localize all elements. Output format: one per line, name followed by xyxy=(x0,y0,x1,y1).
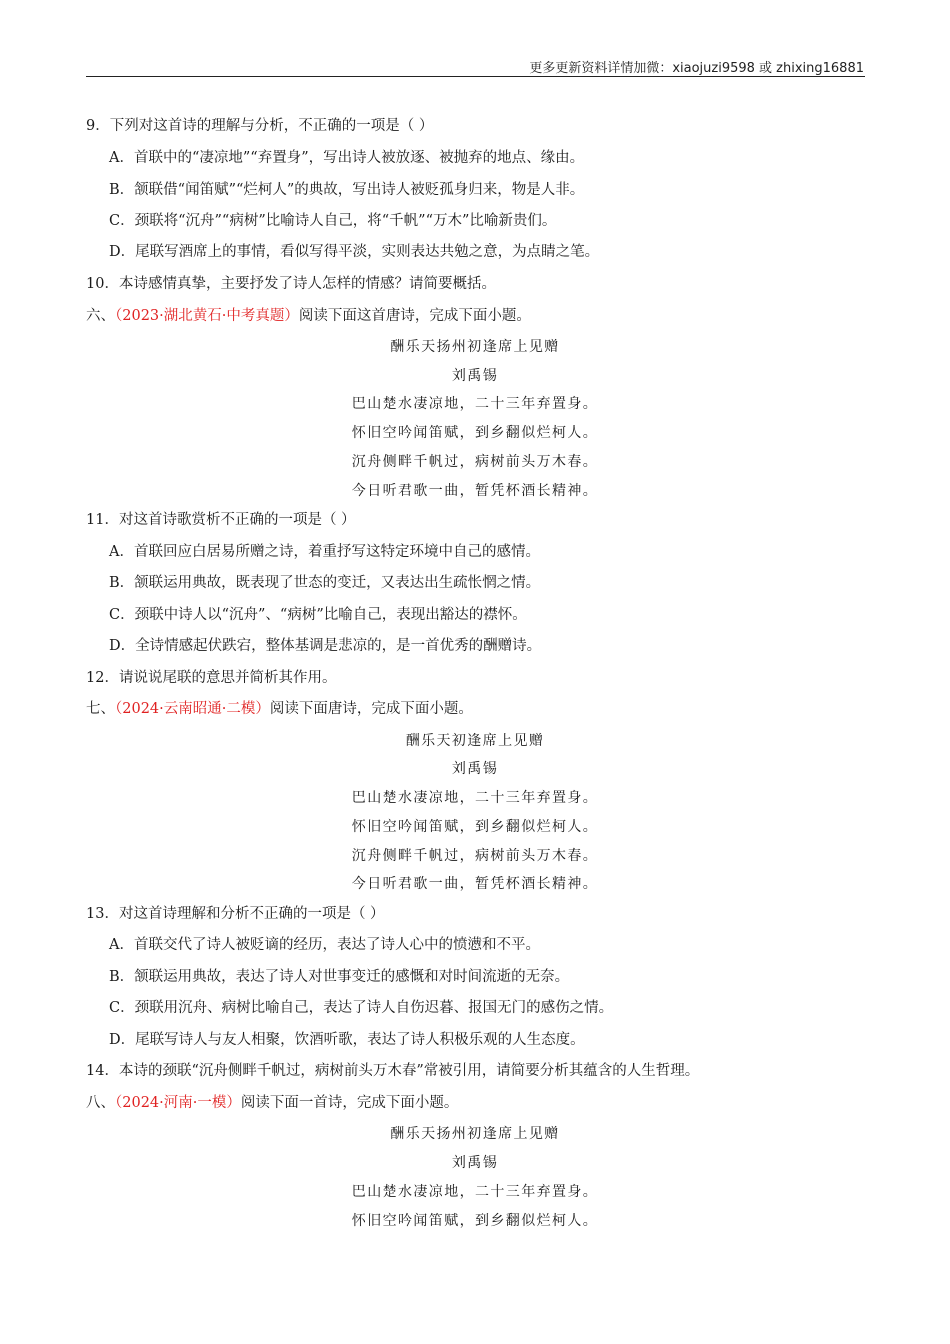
question-9-option-d: D．尾联写酒席上的事情，看似写得平淡，实则表达共勉之意，为点睛之笔。 xyxy=(109,244,600,260)
section-6-poem-line-3: 沉舟侧畔千帆过，病树前头万木春。 xyxy=(351,454,599,470)
section-6-source: （2023·湖北黄石·中考真题） xyxy=(115,308,299,324)
section-7-poem-line-1: 巴山楚水凄凉地，二十三年弃置身。 xyxy=(351,790,599,806)
question-13-stem: 13．对这首诗理解和分析不正确的一项是（ ） xyxy=(86,906,385,922)
section-7-poem-title: 酬乐天初逢席上见赠 xyxy=(405,733,545,749)
section-8-poem-title: 酬乐天扬州初逢席上见赠 xyxy=(390,1126,560,1142)
section-6-prefix: 六、 xyxy=(86,308,115,324)
section-8-prefix: 八、 xyxy=(86,1095,115,1111)
section-6-poem-line-4: 今日听君歌一曲，暂凭杯酒长精神。 xyxy=(351,483,599,499)
section-6-poem-title: 酬乐天扬州初逢席上见赠 xyxy=(390,339,560,355)
section-6-poem-line-2: 怀旧空吟闻笛赋，到乡翻似烂柯人。 xyxy=(351,425,599,441)
section-6-poem-line-1: 巴山楚水凄凉地，二十三年弃置身。 xyxy=(351,396,599,412)
question-11-stem: 11．对这首诗歌赏析不正确的一项是（ ） xyxy=(86,512,356,528)
question-11-option-c: C．颈联中诗人以“沉舟”、“病树”比喻自己，表现出豁达的襟怀。 xyxy=(109,607,527,623)
section-7-poem-line-2: 怀旧空吟闻笛赋，到乡翻似烂柯人。 xyxy=(351,819,599,835)
section-7-source: （2024·云南昭通·二模） xyxy=(115,701,270,717)
section-7-prefix: 七、 xyxy=(86,701,115,717)
question-9-option-b: B．颔联借“闻笛赋”“烂柯人”的典故，写出诗人被贬孤身归来，物是人非。 xyxy=(109,182,585,198)
page-header-note: 更多更新资料详情加微：xiaojuzi9598 或 zhixing16881 xyxy=(529,61,864,76)
section-8-poem-line-2: 怀旧空吟闻笛赋，到乡翻似烂柯人。 xyxy=(351,1213,599,1229)
section-7-instruction: 阅读下面唐诗，完成下面小题。 xyxy=(269,701,473,717)
section-7-poem-author: 刘禹锡 xyxy=(451,761,499,777)
question-14-stem: 14．本诗的颈联“沉舟侧畔千帆过，病树前头万木春”常被引用，请简要分析其蕴含的人生哲理。 xyxy=(86,1063,700,1079)
question-13-option-a: A．首联交代了诗人被贬谪的经历，表达了诗人心中的愤懑和不平。 xyxy=(109,937,540,953)
section-7-heading xyxy=(86,699,473,719)
section-8-heading xyxy=(86,1093,458,1113)
section-7-poem-line-4: 今日听君歌一曲，暂凭杯酒长精神。 xyxy=(351,876,599,892)
section-7-poem-line-3: 沉舟侧畔千帆过，病树前头万木春。 xyxy=(351,848,599,864)
question-10-stem: 10．本诗感情真挚，主要抒发了诗人怎样的情感？请简要概括。 xyxy=(86,276,496,292)
section-6-instruction: 阅读下面这首唐诗，完成下面小题。 xyxy=(298,308,531,324)
question-9-stem: 9．下列对这首诗的理解与分析，不正确的一项是（ ） xyxy=(86,118,434,134)
section-6-poem-author: 刘禹锡 xyxy=(451,368,499,384)
question-12-stem: 12．请说说尾联的意思并简析其作用。 xyxy=(86,670,337,686)
question-11-option-b: B．颔联运用典故，既表现了世态的变迁，又表达出生疏怅惘之情。 xyxy=(109,575,541,591)
question-9-option-a: A．首联中的“凄凉地”“弃置身”，写出诗人被放逐、被抛弃的地点、缘由。 xyxy=(109,150,585,166)
section-8-source: （2024·河南·一模） xyxy=(115,1095,241,1111)
question-11-option-a: A．首联回应白居易所赠之诗，着重抒写这特定环境中自己的感情。 xyxy=(109,544,540,560)
question-11-option-d: D．全诗情感起伏跌宕，整体基调是悲凉的，是一首优秀的酬赠诗。 xyxy=(109,638,542,654)
question-13-option-c: C．颈联用沉舟、病树比喻自己，表达了诗人自伤迟暮、报国无门的感伤之情。 xyxy=(109,1000,614,1016)
section-8-poem-author: 刘禹锡 xyxy=(451,1155,499,1171)
section-8-poem-line-1: 巴山楚水凄凉地，二十三年弃置身。 xyxy=(351,1184,599,1200)
section-6-heading xyxy=(86,306,531,326)
header-rule xyxy=(86,76,865,77)
question-13-option-b: B．颔联运用典故，表达了诗人对世事变迁的感慨和对时间流逝的无奈。 xyxy=(109,969,570,985)
question-9-option-c: C．颈联将“沉舟”“病树”比喻诗人自己，将“千帆”“万木”比喻新贵们。 xyxy=(109,213,557,229)
question-13-option-d: D．尾联写诗人与友人相聚，饮酒听歌，表达了诗人积极乐观的人生态度。 xyxy=(109,1032,585,1048)
section-8-instruction: 阅读下面一首诗，完成下面小题。 xyxy=(240,1095,459,1111)
